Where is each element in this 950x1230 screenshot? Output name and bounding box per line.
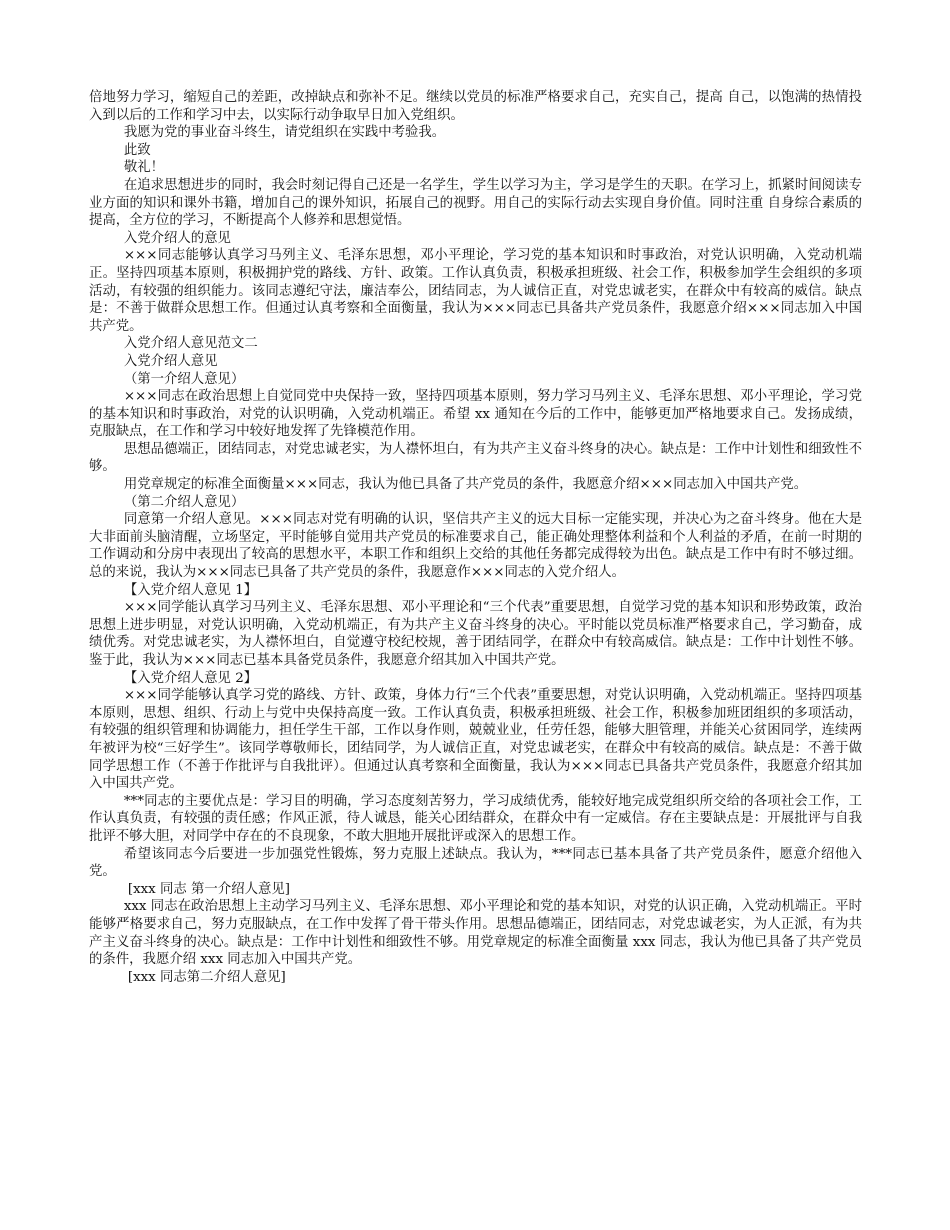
paragraph-continuation: 倍地努力学习，缩短自己的差距，改掉缺点和弥补不足。继续以党员的标准严格要求自己，充实自己，提高 自己，以饱满的热情投入到以后的工作和学习中去，以实际行动争取早日加入党组织。 (89, 90, 862, 123)
paragraph-opinion: xxx 同志在政治思想上主动学习马列主义、毛泽东思想、邓小平理论和党的基本知识，对党的认识正确，入党动机端正。平时能够严格要求自己，努力克服缺点，在工作中发挥了骨干带头作用。思想品德端正，团结同志，对党忠诚老实，为人正派，有为共产主义奋斗终身的决心。缺点是：工作中计划性和细致性不够。用党章规定的标准全面衡量 xxx 同志，我认为他已具备了共产党员的条件，我愿介绍 xxx 同志加入中国共产党。 (89, 899, 862, 968)
paragraph-study: 在追求思想进步的同时，我会时刻记得自己还是一名学生，学生以学习为主，学习是学生的天职。在学习上，抓紧时间阅读专业方面的知识和课外书籍，增加自己的课外知识，拓展自己的视野。用自己的实际行动去实现自身价值。同时注重 自身综合素质的提高，全方位的学习，不断提高个人修养和思想觉悟。 (89, 177, 862, 229)
paragraph-opinion: ***同志的主要优点是：学习目的明确，学习态度刻苦努力，学习成绩优秀，能较好地完成党组织所交给的各项社会工作，工作认真负责，有较强的责任感；作风正派，待人诚恳，能关心团结群众，在群众中有一定威信。存在主要缺点是：开展批评与自我批评不够大胆，对同学中存在的不良现象，不敢大胆地开展批评或深入的思想工作。 (89, 793, 862, 844)
paragraph-pledge: 我愿为党的事业奋斗终生，请党组织在实践中考验我。 (123, 125, 446, 141)
paragraph-opinion: ×××同学能认真学习马列主义、毛泽东思想、邓小平理论和“三个代表”重要思想，自觉学习党的基本知识和形势政策，政治思想上进步明显，对党认识明确，入党动机端正，有为共产主义奋斗终身的决心。平时能以党员标准严格要求自己，学习勤奋，成绩优秀。对党忠诚老实，为人襟怀坦白，自觉遵守校纪校规，善于团结同学，在群众中有较高威信。缺点是：工作中计划性不够。鉴于此，我认为×××同志已基本具备党员条件，我愿意介绍其加入中国共产党。 (89, 600, 862, 668)
section-heading: 【入党介绍人意见 2】 (123, 670, 258, 686)
section-heading: 入党介绍人意见 (123, 353, 218, 369)
closing-regards: 敬礼！ (123, 160, 164, 176)
section-heading: 入党介绍人意见范文二 (123, 336, 258, 352)
paragraph-opinion: ×××同志能够认真学习马列主义、毛泽东思想，邓小平理论，学习党的基本知识和时事政治，对党认识明确，入党动机端正。坚持四项基本原则，积极拥护党的路线、方针、政策。工作认真负责，积极承担班级、社会工作，积极参加学生会组织的多项活动，有较强的组织能力。该同志遵纪守法，廉洁奉公，团结同志，为人诚信正直，对党忠诚老实，在群众中有较高的威信。缺点是：不善于做群众思想工作。但通过认真考察和全面衡量，我认为×××同志已具备共产党员条件，我愿意介绍×××同志加入中国共产党。 (89, 248, 862, 334)
paragraph-opinion: ×××同志在政治思想上自觉同党中央保持一致，坚持四项基本原则，努力学习马列主义、毛泽东思想、邓小平理论，学习党的基本知识和时事政治，对党的认识明确，入党动机端正。希望 xx 通知在今后的工作中，能够更加严格地要求自己。发扬成绩，克服缺点，在工作和学习中较好地发挥了先锋模范作用。 (89, 389, 862, 440)
paragraph-opinion: 思想品德端正，团结同志，对党忠诚老实，为人襟怀坦白，有为共产主义奋斗终身的决心。缺点是：工作中计划性和细致性不够。 (89, 441, 862, 475)
paragraph-opinion: 同意第一介绍人意见。×××同志对党有明确的认识，坚信共产主义的远大目标一定能实现，并决心为之奋斗终身。他在大是大非面前头脑清醒，立场坚定，平时能够自觉用共产党员的标准要求自己，能正确处理整体利益和个人利益的矛盾，在前一时期的工作调动和分房中表现出了较高的思想水平，本职工作和组织上交给的其他任务都完成得较为出色。缺点是工作中有时不够过细。总的来说，我认为×××同志已具备了共产党员的条件，我愿意作×××同志的入党介绍人。 (89, 512, 862, 581)
paragraph-opinion: 用党章规定的标准全面衡量×××同志，我认为他已具备了共产党员的条件，我愿意介绍×××同志加入中国共产党。 (123, 477, 808, 493)
paragraph-opinion: ×××同学能够认真学习党的路线、方针、政策，身体力行“三个代表”重要思想，对党认识明确，入党动机端正。坚持四项基本原则，思想、组织、行动上与党中央保持高度一致。工作认真负责，积极承担班级、社会工作，积极参加班团组织的多项活动，有较强的组织管理和协调能力，担任学生干部，工作以身作则，兢兢业业，任劳任怨，能够大胆管理，并能关心贫困同学，连续两年被评为校“三好学生”。该同学尊敬师长，团结同学，为人诚信正直，对党忠诚老实，在群众中有较高的威信。缺点是：不善于做同学思想工作（不善于作批评与自我批评）。但通过认真考察和全面衡量，我认为×××同志已具备共产党员条件，我愿意介绍其加入中国共产党。 (89, 688, 862, 792)
section-heading: [xxx 同志 第一介绍人意见] (127, 881, 290, 897)
section-heading: 入党介绍人的意见 (123, 230, 231, 246)
paragraph-opinion: 希望该同志今后要进一步加强党性锻炼，努力克服上述缺点。我认为，***同志已基本具备了共产党员条件，愿意介绍他入党。 (89, 846, 862, 880)
subheading-second-introducer: （第二介绍人意见） (123, 494, 245, 510)
subheading-first-introducer: （第一介绍人意见） (123, 371, 245, 387)
closing-salutation: 此致 (123, 142, 151, 158)
section-heading: 【入党介绍人意见 1】 (123, 582, 258, 598)
section-heading: [xxx 同志第二介绍人意见] (127, 969, 286, 985)
